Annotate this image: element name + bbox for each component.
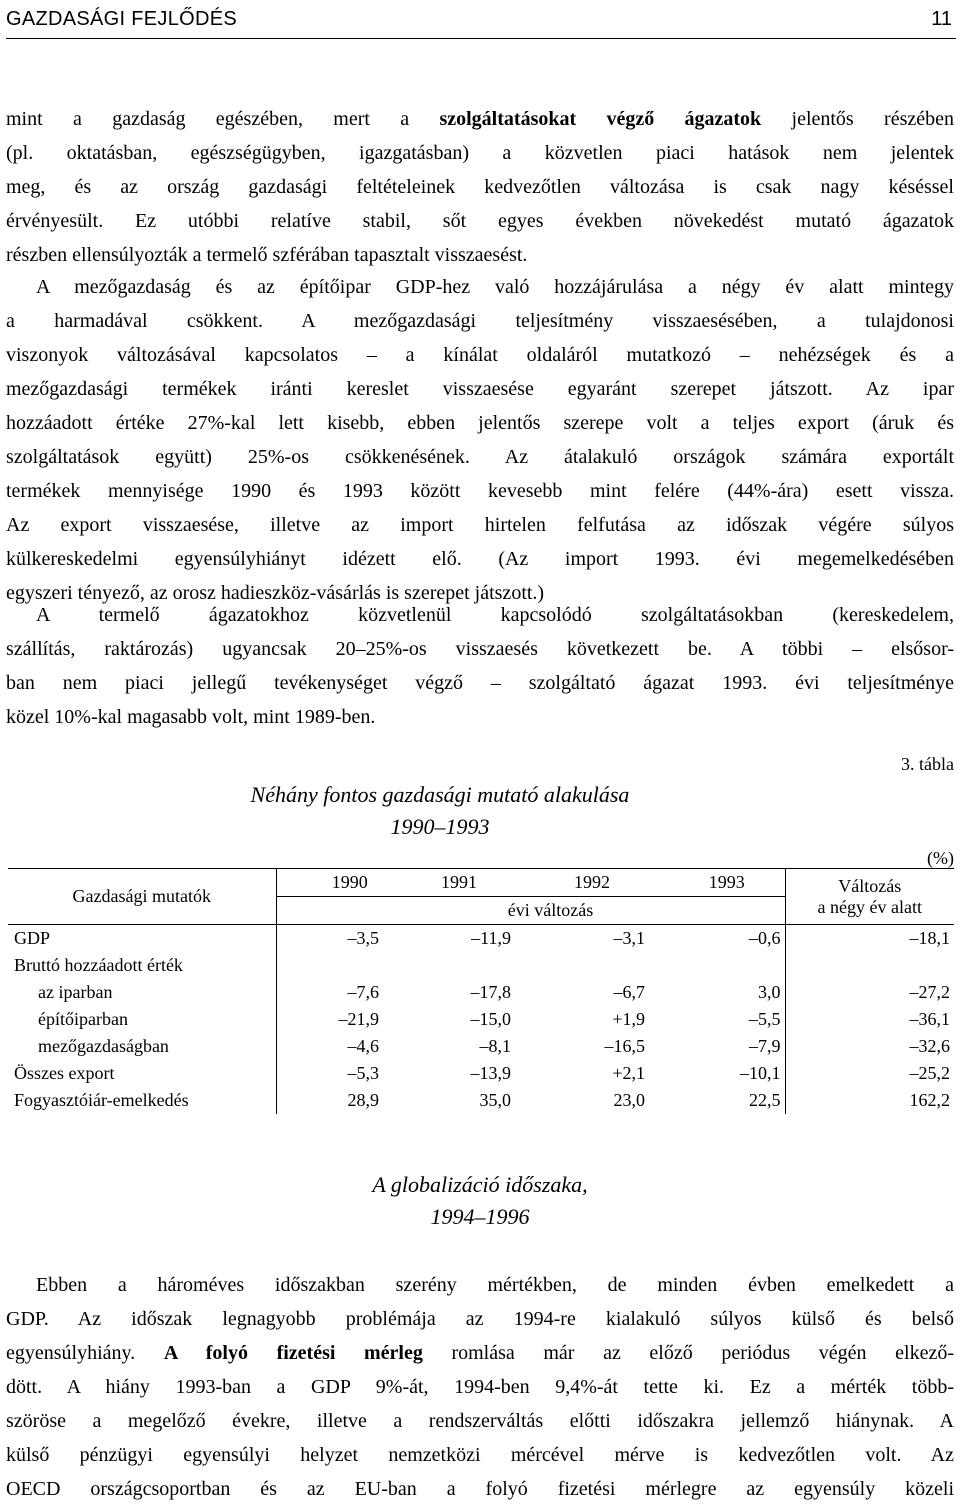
table-cell: –5,3 (276, 1060, 383, 1087)
paragraph-3 (6, 598, 954, 734)
section-subtitle: 1994–1996 (430, 1204, 530, 1229)
table-cell: –6,7 (613, 982, 645, 1002)
table-cell: 35,0 (479, 1090, 511, 1110)
header-year: 1990 (276, 869, 383, 897)
text-line: közel 10%-kal magasabb volt, mint 1989-ben. (6, 706, 376, 728)
table-cell: –7,6 (276, 979, 383, 1006)
table-cell: –3,5 (276, 925, 383, 953)
table-cell (383, 952, 515, 979)
text-line: egyszeri tényező, az orosz hadieszköz-vásárlás is szerepet játszott.) (6, 582, 545, 604)
table-cell: –4,6 (276, 1033, 383, 1060)
table-cell: –18,1 (785, 925, 954, 953)
table-row (8, 1087, 954, 1114)
table-cell: –16,5 (604, 1036, 645, 1056)
row-label: Fogyasztóiár-emelkedés (14, 1090, 189, 1110)
table-cell: 162,2 (785, 1087, 954, 1114)
text-line: szöröse a megelőző évekre, illetve a rendszerváltás előtti időszakra jellemző hiánynak. A (6, 1410, 954, 1432)
text-line: OECD országcsoportban és az EU-ban a folyó fizetési mérlegre az egyensúly közeli (6, 1478, 954, 1500)
running-title: GAZDASÁGI FEJLŐDÉS (6, 8, 238, 30)
table-cell: –21,9 (276, 1006, 383, 1033)
page-number: 11 (931, 8, 952, 30)
text-line: egyensúlyhiány. A folyó fizetési mérleg romlása már az előző periódus végén elkező- (6, 1342, 954, 1364)
header-change-2: a négy év alatt (785, 897, 954, 925)
table-number: 3. tábla (901, 754, 954, 774)
text-line: A mezőgazdaság és az építőipar GDP-hez való hozzájárulása a négy év alatt mintegy (36, 276, 954, 298)
table-title: Néhány fontos gazdasági mutató alakulása (250, 782, 630, 807)
table-unit: (%) (927, 848, 954, 868)
header-year: 1992 (515, 869, 649, 897)
table-row (8, 1006, 954, 1033)
text-line: (pl. oktatásban, egészségügyben, igazgatásban) a közvetlen piaci hatások nem jelentek (6, 142, 954, 164)
table-cell (649, 952, 785, 979)
table-cell: –3,1 (613, 928, 645, 948)
text-line: viszonyok változásával kapcsolatos – a kínálat oldaláról mutatkozó – nehézségek és a (6, 344, 954, 366)
table-cell: –27,2 (785, 979, 954, 1006)
section-title: A globalizáció időszaka, (372, 1172, 588, 1197)
text-line: szolgáltatások együtt) 25%-os csökkenésének. Az átalakuló országok számára exportált (6, 446, 954, 468)
text-line: részben ellensúlyozták a termelő szférában tapasztalt visszaesést. (6, 244, 528, 266)
row-label: Bruttó hozzáadott érték (14, 955, 183, 975)
text-line: GDP. Az időszak legnagyobb problémája az 1994-re kialakuló súlyos külső és belső (6, 1308, 954, 1330)
header-indicators: Gazdasági mutatók (8, 869, 276, 925)
table-cell: –10,1 (740, 1063, 781, 1083)
text-line: Az export visszaesése, illetve az import hirtelen felfutása az időszak végére súlyos (6, 514, 954, 536)
table-cell: –15,0 (470, 1009, 511, 1029)
table-cell: –5,5 (749, 1009, 781, 1029)
table-cell: –8,1 (479, 1036, 511, 1056)
table-row (8, 1060, 954, 1087)
header-year: 1991 (383, 869, 515, 897)
table-cell: 22,5 (749, 1090, 781, 1110)
text-line: hozzáadott értéke 27%-kal lett kisebb, ebben jelentős szerepe volt a teljes export (áruk és (6, 412, 954, 434)
table-subtitle: 1990–1993 (390, 814, 490, 839)
header-annual-change: évi változás (276, 897, 785, 925)
header-year: 1993 (649, 869, 785, 897)
row-label: GDP (14, 928, 51, 948)
header-change-1: Változás (785, 869, 954, 897)
text-line: A termelő ágazatokhoz közvetlenül kapcsolódó szolgáltatásokban (kereskedelem, (36, 604, 954, 626)
table-cell: –36,1 (785, 1006, 954, 1033)
paragraph-2 (6, 270, 954, 610)
table-cell: –32,6 (785, 1033, 954, 1060)
table-cell: 28,9 (276, 1087, 383, 1114)
text-line: szállítás, raktározás) ugyancsak 20–25%-os visszaesés következett be. A többi – elsősor- (6, 638, 954, 660)
bold-term: A folyó fizetési mérleg (163, 1342, 423, 1364)
table-cell: +2,1 (612, 1063, 645, 1083)
table-cell: –7,9 (749, 1036, 781, 1056)
table-row (8, 925, 954, 953)
page-header (6, 4, 956, 39)
text-line: érvényesült. Ez utóbbi relatíve stabil, sőt egyes években növekedést mutató ágazatok (6, 210, 954, 232)
table-cell: –11,9 (471, 928, 511, 948)
row-label: mezőgazdaságban (38, 1036, 169, 1056)
table-cell: +1,9 (612, 1009, 645, 1029)
text-line: ban nem piaci jellegű tevékenységet végző – szolgáltató ágazat 1993. évi teljesítménye (6, 672, 954, 694)
table-cell (515, 952, 649, 979)
text-line: meg, és az ország gazdasági feltételeinek kedvezőtlen változása is csak nagy késéssel (6, 176, 954, 198)
table-cell: 3,0 (758, 982, 781, 1002)
text-line: külső pénzügyi egyensúlyi helyzet nemzetközi mércével mérve is kedvezőtlen volt. Az (6, 1444, 954, 1466)
text-line: mint a gazdaság egészében, mert a szolgáltatásokat végző ágazatok jelentős részében (6, 108, 954, 130)
table-cell: –25,2 (785, 1060, 954, 1087)
table-cell (276, 952, 383, 979)
table-row (8, 952, 954, 979)
paragraph-4 (6, 1268, 954, 1506)
table-row (8, 1033, 954, 1060)
text-line: Ebben a hároméves időszakban szerény mértékben, de minden évben emelkedett a (36, 1274, 954, 1296)
bold-term: szolgáltatásokat végző ágazatok (439, 108, 762, 130)
table-cell (785, 952, 954, 979)
table-cell: 23,0 (613, 1090, 645, 1110)
table-cell: –13,9 (470, 1063, 511, 1083)
row-label: Összes export (14, 1063, 115, 1083)
indicator-table (8, 868, 954, 1114)
table-cell: –17,8 (470, 982, 511, 1002)
table-row (8, 979, 954, 1006)
paragraph-1 (6, 102, 954, 272)
table-cell: –0,6 (749, 928, 781, 948)
row-label: az iparban (38, 982, 113, 1002)
text-line: külkereskedelmi egyensúlyhiányt idézett elő. (Az import 1993. évi megemelkedésében (6, 548, 954, 570)
text-line: mezőgazdasági termékek iránti kereslet visszaesése egyaránt szerepet játszott. Az ipar (6, 378, 954, 400)
row-label: építőiparban (38, 1009, 128, 1029)
text-line: termékek mennyisége 1990 és 1993 között kevesebb mint felére (44%-ára) esett vissza. (6, 480, 954, 502)
text-line: dött. A hiány 1993-ban a GDP 9%-át, 1994-ben 9,4%-át tette ki. Ez a mérték több- (6, 1376, 954, 1398)
text-line: a harmadával csökkent. A mezőgazdasági teljesítmény visszaesésében, a tulajdonosi (6, 310, 954, 332)
